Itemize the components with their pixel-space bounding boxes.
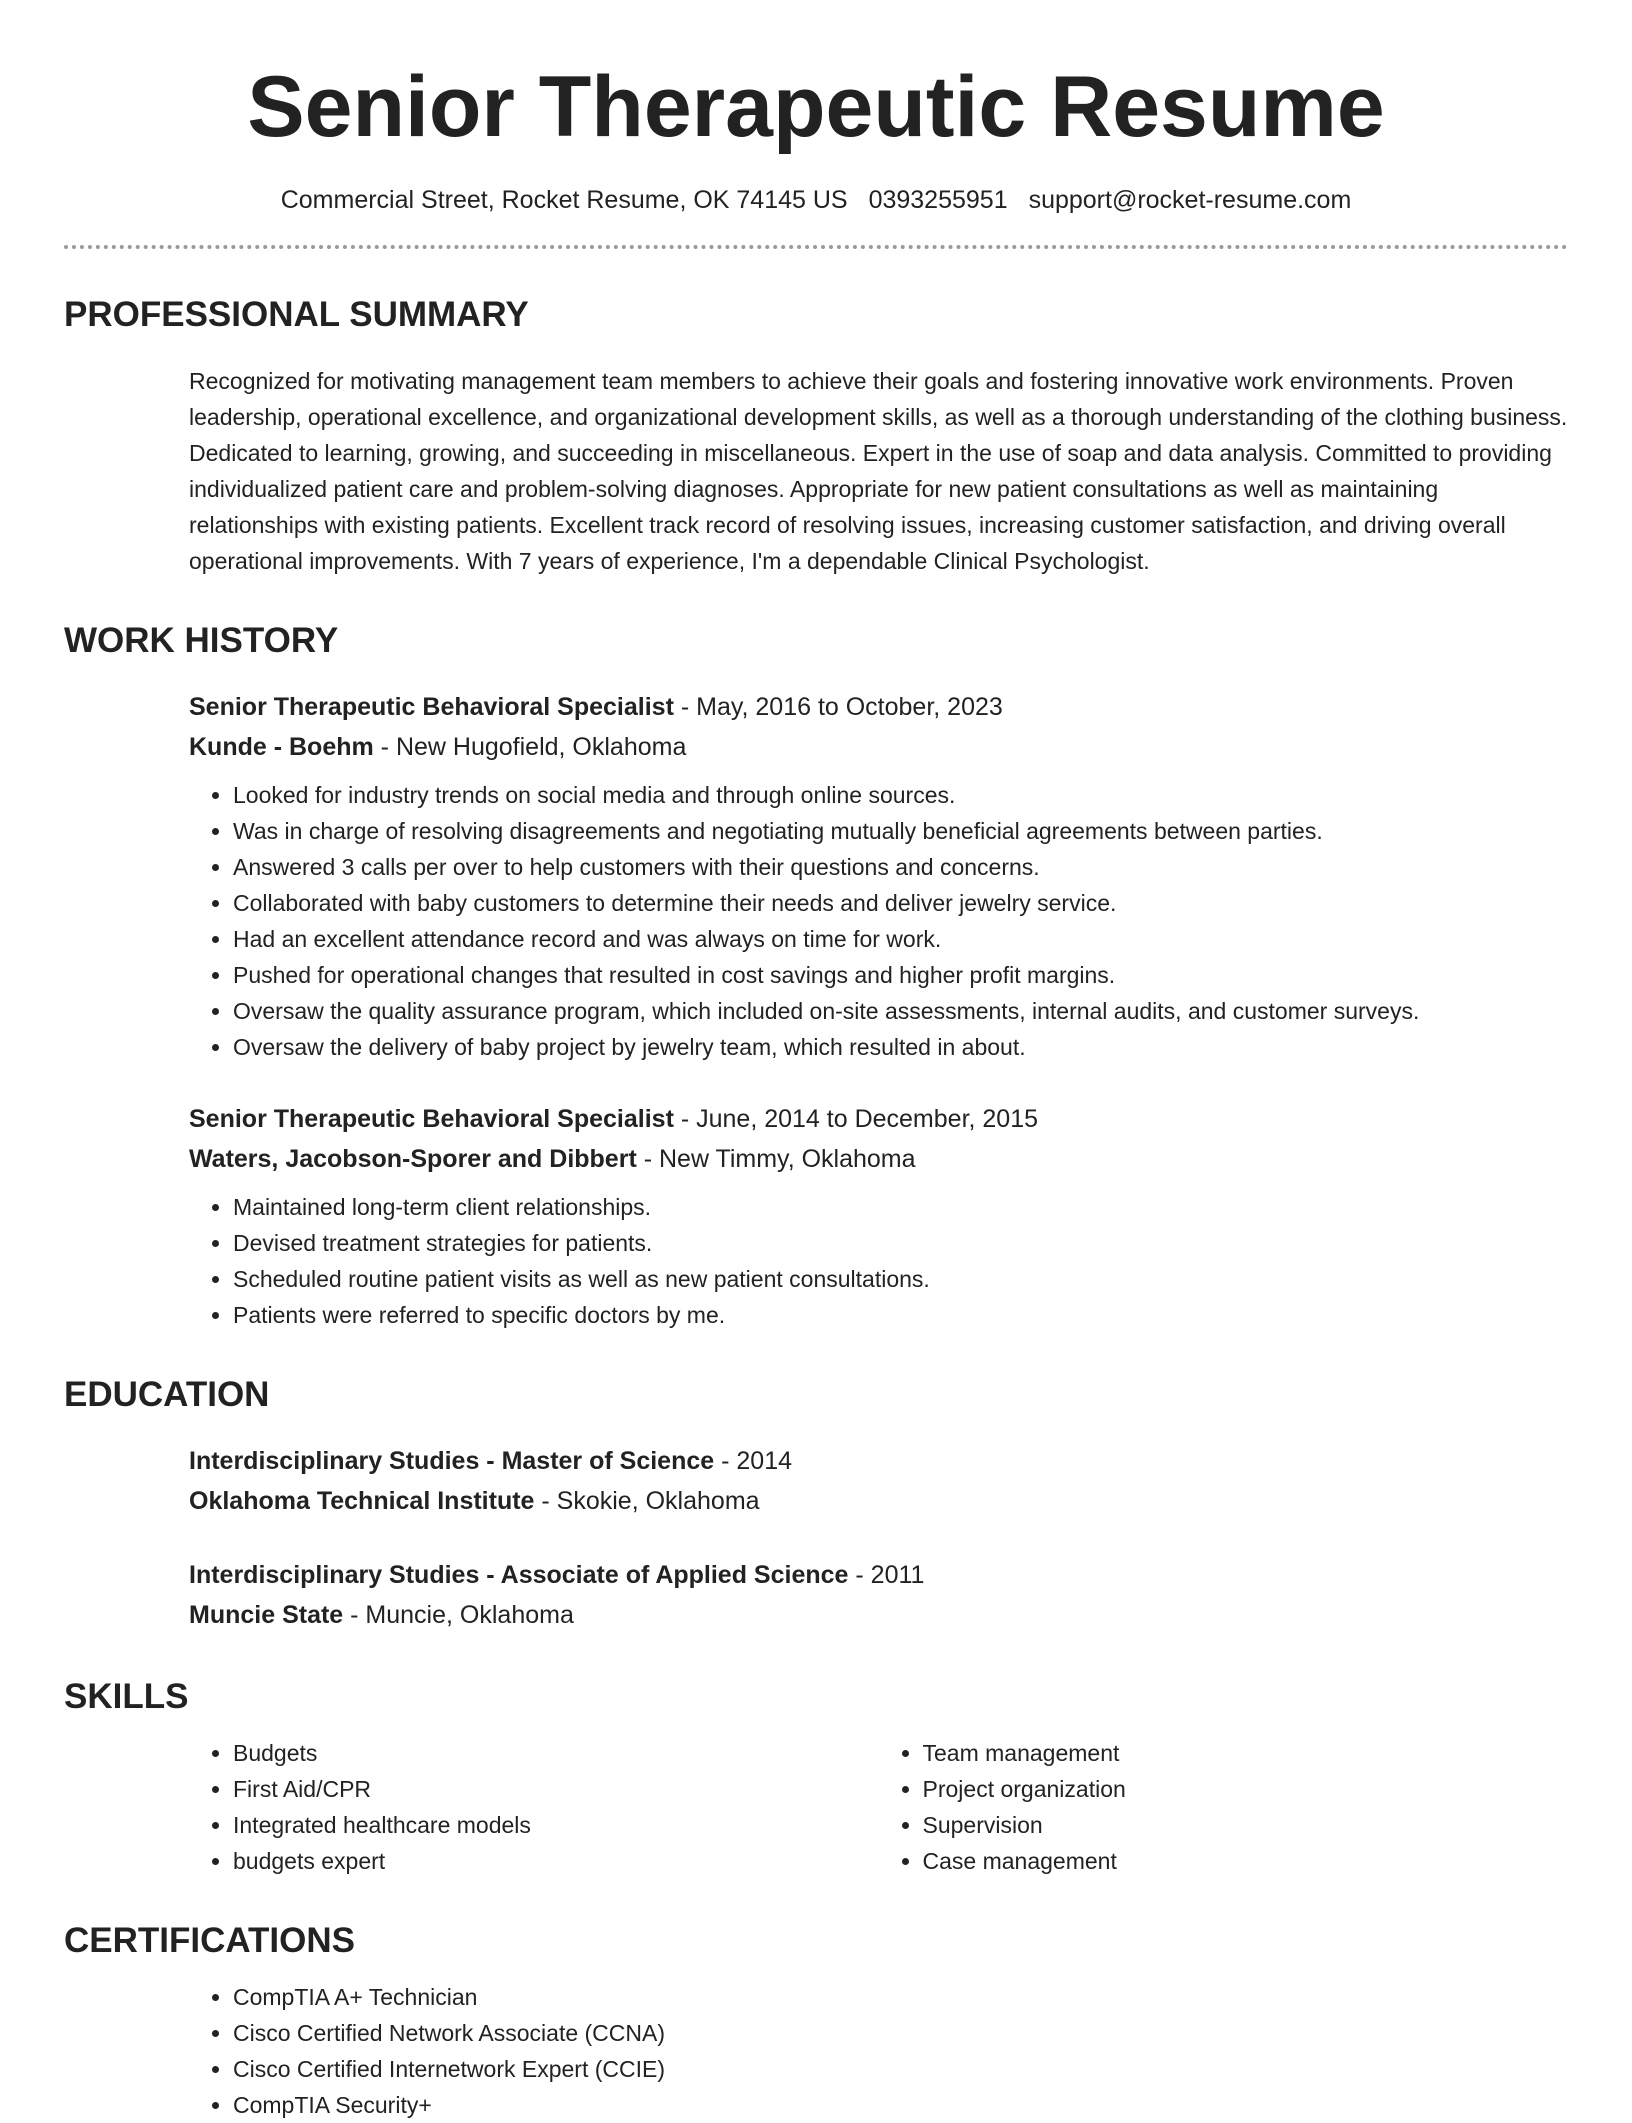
degree-year: - 2011 — [855, 1561, 925, 1589]
summary-heading: PROFESSIONAL SUMMARY — [64, 295, 529, 334]
certifications-heading: CERTIFICATIONS — [64, 1921, 356, 1960]
list-item: • Oversaw the quality assurance program, which included on-site assessments, internal audits, and customer surveys. — [233, 993, 1568, 1029]
list-item: • Pushed for operational changes that resulted in cost savings and higher profit margins. — [233, 957, 1568, 993]
job-dates: - June, 2014 to December, 2015 — [680, 1105, 1039, 1133]
education-heading: EDUCATION — [64, 1375, 270, 1414]
school: Oklahoma Technical Institute — [189, 1487, 535, 1515]
job-company: Waters, Jacobson-Sporer and Dibbert — [189, 1145, 637, 1173]
list-item: • Answered 3 calls per over to help customers with their questions and concerns. — [233, 849, 1568, 885]
list-item: • Supervision — [923, 1807, 1569, 1843]
degree: Interdisciplinary Studies - Master of Science — [189, 1447, 715, 1475]
list-item: • Devised treatment strategies for patients. — [233, 1225, 1568, 1261]
job-role: Senior Therapeutic Behavioral Specialist — [189, 693, 674, 721]
list-item: • First Aid/CPR — [233, 1771, 879, 1807]
list-item: • Cisco Certified Internetwork Expert (CCIE) — [233, 2051, 1568, 2087]
contact-line — [64, 186, 1568, 215]
school-line — [189, 1595, 1568, 1635]
list-item: • Maintained long-term client relationships. — [233, 1189, 1568, 1225]
school-location: - Muncie, Oklahoma — [350, 1601, 574, 1629]
skills-columns — [64, 1735, 1568, 1879]
job-location: - New Hugofield, Oklahoma — [380, 733, 687, 761]
degree-year: - 2014 — [721, 1447, 793, 1475]
job-dates: - May, 2016 to October, 2023 — [680, 693, 1003, 721]
job-company-line — [189, 1139, 1568, 1179]
summary-text: Recognized for motivating management team members to achieve their goals and fostering innovative work environments. Proven leadership, operational excellence, and organizational development skills, as well as a thorough understanding of the clothing business. Dedicated to learning, growing, and succeeding in miscellaneous. Expert in the use of soap and data analysis. Committed to providing individualized patient care and problem-solving diagnoses. Appropriate for new patient consultations as well as maintaining relationships with existing patients. Excellent track record of resolving issues, increasing customer satisfaction, and driving overall operational improvements. With 7 years of experience, I'm a dependable Clinical Psychologist. — [189, 368, 1568, 574]
list-item: • Collaborated with baby customers to determine their needs and deliver jewelry service. — [233, 885, 1568, 921]
job-role: Senior Therapeutic Behavioral Specialist — [189, 1105, 674, 1133]
contact-address: Commercial Street, Rocket Resume, OK 74145 US — [280, 186, 848, 214]
skills-list-left — [189, 1735, 879, 1879]
certifications-list — [189, 1979, 1568, 2123]
list-item: • Had an excellent attendance record and was always on time for work. — [233, 921, 1568, 957]
list-item: • Cisco Certified Network Associate (CCNA) — [233, 2015, 1568, 2051]
education-section — [64, 1373, 1568, 1635]
job-company-line — [189, 727, 1568, 767]
education-entry — [189, 1555, 1568, 1635]
degree: Interdisciplinary Studies - Associate of Applied Science — [189, 1561, 849, 1589]
list-item: • CompTIA A+ Technician — [233, 1979, 1568, 2015]
summary-section — [64, 293, 1568, 579]
resume-title: Senior Therapeutic Resume — [247, 59, 1385, 155]
list-item: • Integrated healthcare models — [233, 1807, 879, 1843]
job-role-line — [189, 1099, 1568, 1139]
list-item: • Patients were referred to specific doctors by me. — [233, 1297, 1568, 1333]
list-item: • CompTIA Security+ — [233, 2087, 1568, 2123]
list-item: • Case management — [923, 1843, 1569, 1879]
school: Muncie State — [189, 1601, 344, 1629]
work-history-heading: WORK HISTORY — [64, 621, 339, 660]
work-history-section — [64, 619, 1568, 1333]
list-item: • Oversaw the delivery of baby project by jewelry team, which resulted in about. — [233, 1029, 1568, 1065]
contact-email: support@rocket-resume.com — [1028, 186, 1352, 214]
job-entry — [189, 687, 1568, 1065]
degree-line — [189, 1555, 1568, 1595]
job-bullets — [189, 777, 1568, 1065]
list-item: • Project organization — [923, 1771, 1569, 1807]
job-bullets — [189, 1189, 1568, 1333]
list-item: • Team management — [923, 1735, 1569, 1771]
school-location: - Skokie, Oklahoma — [541, 1487, 760, 1515]
certifications-section — [64, 1919, 1568, 2123]
skills-list-right — [879, 1735, 1569, 1879]
skills-section — [64, 1675, 1568, 1879]
job-company: Kunde - Boehm — [189, 733, 374, 761]
contact-phone: 0393255951 — [868, 186, 1008, 214]
skills-heading: SKILLS — [64, 1677, 189, 1716]
resume-header — [64, 0, 1568, 215]
list-item: • Looked for industry trends on social media and through online sources. — [233, 777, 1568, 813]
job-role-line — [189, 687, 1568, 727]
education-entry — [189, 1441, 1568, 1521]
list-item: • budgets expert — [233, 1843, 879, 1879]
job-entry — [189, 1099, 1568, 1333]
header-divider — [64, 245, 1568, 249]
job-location: - New Timmy, Oklahoma — [643, 1145, 916, 1173]
list-item: • Scheduled routine patient visits as well as new patient consultations. — [233, 1261, 1568, 1297]
list-item: • Was in charge of resolving disagreements and negotiating mutually beneficial agreements between parties. — [233, 813, 1568, 849]
degree-line — [189, 1441, 1568, 1481]
school-line — [189, 1481, 1568, 1521]
list-item: • Budgets — [233, 1735, 879, 1771]
